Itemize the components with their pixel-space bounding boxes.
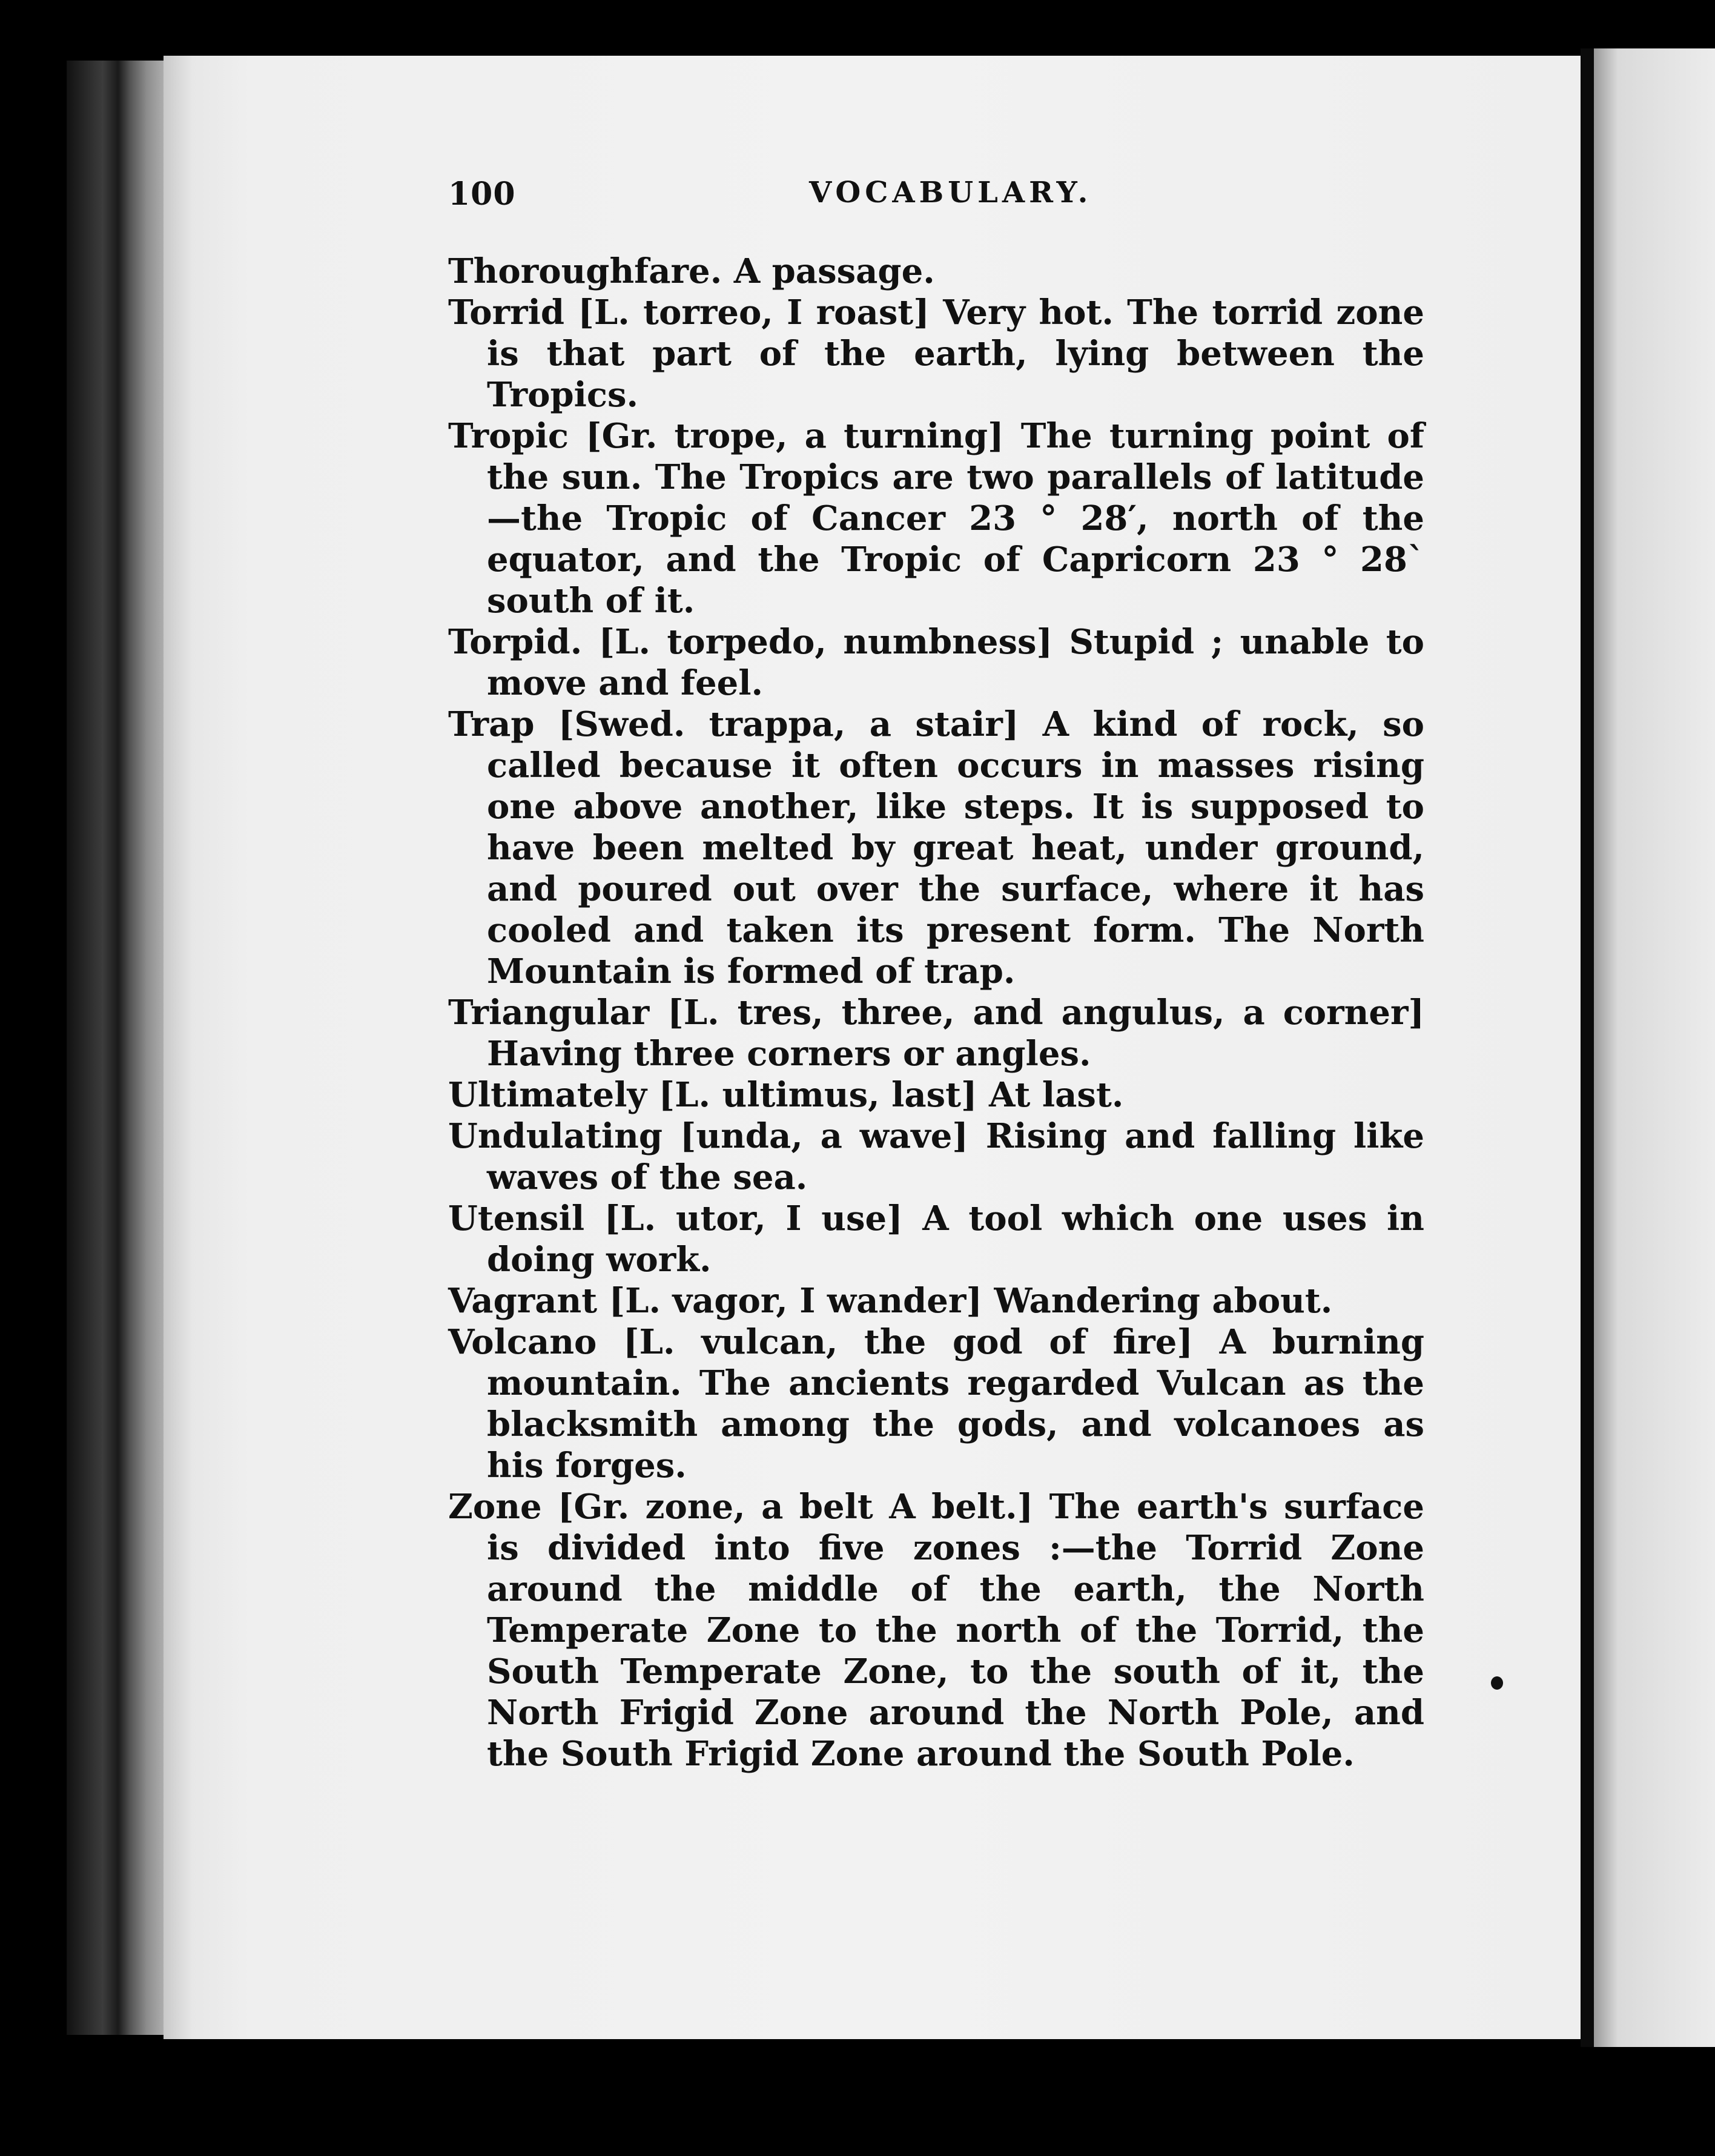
entry-term: Zone xyxy=(448,1487,542,1527)
entry-term: Vagrant xyxy=(448,1281,598,1321)
vocabulary-entry xyxy=(448,1486,1424,1774)
entry-etymology: [L. utor, I use] xyxy=(604,1199,903,1238)
entry-term: Torrid xyxy=(448,293,565,332)
book-gutter xyxy=(1581,48,1594,2047)
running-head: VOCABULARY. xyxy=(809,176,1092,210)
entry-etymology: [L. vagor, I wander] xyxy=(609,1281,982,1321)
page-content xyxy=(448,176,1424,1774)
vocabulary-entry xyxy=(448,251,1424,292)
vocabulary-entry xyxy=(448,292,1424,415)
entry-term: Utensil xyxy=(448,1199,585,1238)
entry-etymology: [L. vulcan, the god of fire] xyxy=(623,1322,1193,1362)
entry-etymology: [L. torpedo, numbness] xyxy=(598,622,1053,662)
entry-etymology: [Swed. trappa, a stair] xyxy=(558,704,1019,744)
entry-definition: Having three corners or angles. xyxy=(487,1034,1091,1074)
entry-term: Trap xyxy=(448,704,535,744)
vocabulary-entry xyxy=(448,415,1424,621)
entry-definition: Stupid ; unable to move and feel. xyxy=(487,622,1425,703)
entry-definition: At last. xyxy=(989,1075,1124,1115)
entry-definition: Rising and falling like waves of the sea. xyxy=(487,1116,1425,1197)
entry-definition: The earth's surface is divided into five zones :—the Torrid Zone around the middle of the earth, the North Temperate Zone to the north of the Torrid, the South Temperate Zone, to the south of it, the North Frigid Zone around the North Pole, and the South Frigid Zone around the South Pole. xyxy=(487,1487,1425,1774)
entry-definition: A kind of rock, so called because it often occurs in masses rising one above another, like steps. It is supposed to have been melted by great heat, under ground, and poured out over the surface, where it has cooled and taken its present form. The North Mountain is formed of trap. xyxy=(487,704,1424,991)
entry-etymology: [Gr. trope, a turning] xyxy=(586,416,1004,456)
vocabulary-entry xyxy=(448,1116,1424,1198)
entry-definition: A burning mountain. The ancients regarded Vulcan as the blacksmith among the gods, and volcanoes as his forges. xyxy=(487,1322,1424,1486)
entry-term: Triangular xyxy=(448,993,650,1033)
page-header xyxy=(448,176,1424,230)
vocabulary-entry xyxy=(448,1280,1424,1321)
book-page-edge xyxy=(67,61,170,2035)
vocabulary-entry xyxy=(448,1198,1424,1280)
entry-etymology: [L. tres, three, and angulus, a corner] xyxy=(667,993,1425,1033)
vocabulary-entry xyxy=(448,704,1424,992)
entry-term: Torpid. xyxy=(448,622,583,662)
entry-definition: Very hot. The torrid zone is that part of the earth, lying between the Tropics. xyxy=(487,293,1424,415)
vocabulary-entry xyxy=(448,1074,1424,1116)
entry-term: Ultimately xyxy=(448,1075,647,1115)
entry-term: Volcano xyxy=(448,1322,597,1362)
entry-term: Undulating xyxy=(448,1116,663,1156)
entry-etymology: [unda, a wave] xyxy=(679,1116,968,1156)
entry-etymology: [L. ultimus, last] xyxy=(658,1075,977,1115)
entry-definition: Wandering about. xyxy=(994,1281,1333,1321)
facing-page-edge xyxy=(1594,48,1715,2047)
page-number: 100 xyxy=(448,176,516,213)
entry-definition: A passage. xyxy=(733,251,935,291)
ink-spot xyxy=(1491,1676,1503,1690)
vocabulary-entry xyxy=(448,992,1424,1074)
entry-definition: A tool which one uses in doing work. xyxy=(487,1199,1424,1280)
entry-definition: The turning point of the sun. The Tropics are two parallels of latitude—the Tropic of Cancer 23 ° 28′, north of the equator, and the Tropic of Capricorn 23 ° 28` south of it. xyxy=(487,416,1424,621)
entry-term: Thoroughfare. xyxy=(448,251,722,291)
entry-term: Tropic xyxy=(448,416,569,456)
vocabulary-entry xyxy=(448,621,1424,704)
vocabulary-entry xyxy=(448,1321,1424,1486)
entry-etymology: [L. torreo, I roast] xyxy=(578,293,930,332)
entry-etymology: [Gr. zone, a belt A belt.] xyxy=(558,1487,1034,1527)
